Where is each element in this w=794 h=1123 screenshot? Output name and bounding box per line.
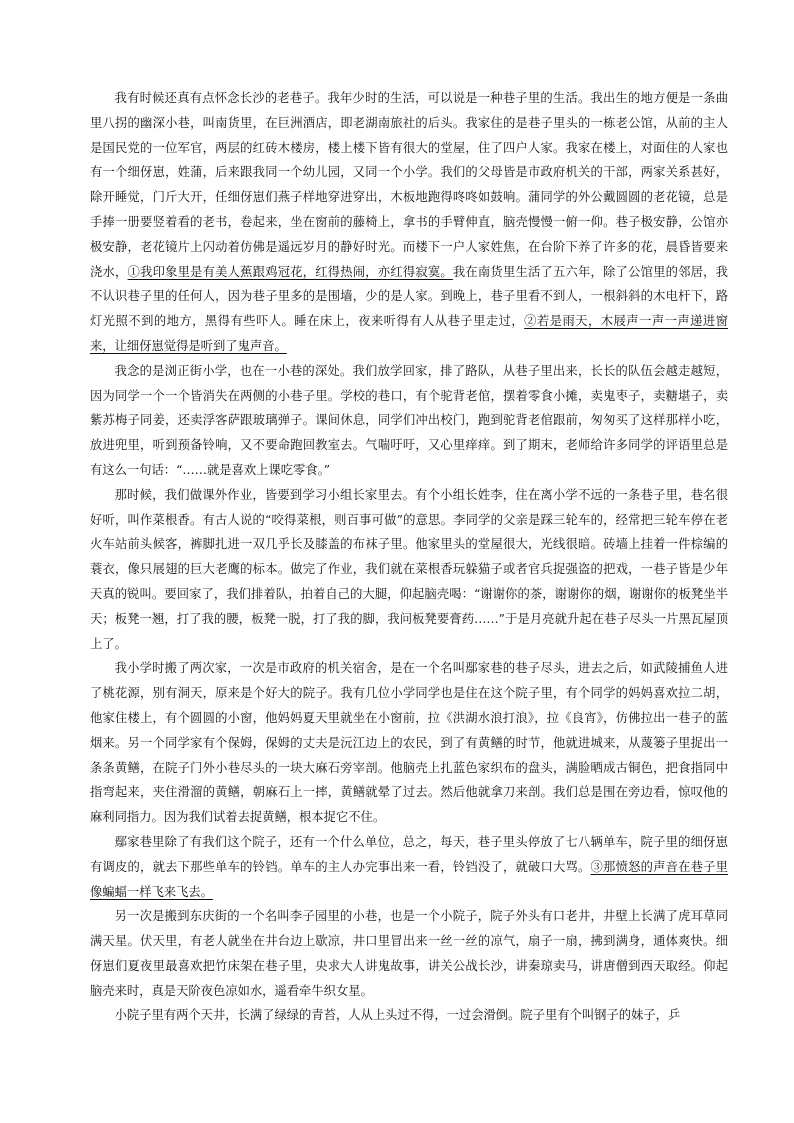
paragraph [90, 904, 728, 1003]
paragraph [90, 483, 728, 657]
text-segment: 我小学时搬了两次家，一次是市政府的机关宿舍，是在一个名叫鄢家巷的巷子尽头，进去之后，如武陵捕鱼人进了桃花源，别有洞天，原来是个好大的院子。我有几位小学同学也是住在这个院子里，有个同学的妈妈喜欢拉二胡，他家住楼上，有个圆圆的小窗，他妈妈夏天里就坐在小窗前，拉《洪湖水浪打浪》，拉《良宵》，仿佛拉出一巷子的蓝烟来。另一个同学家有个保姆，保姆的丈夫是沅江边上的农民，到了有黄鳝的时节，他就进城来，从蔑篓子里捉出一条条黄鳝，在院子门外小巷尽头的一块大麻石旁宰剖。他脑壳上扎蓝色家织布的盘头，满脸晒成古铜色，把食指同中指弯起来，夹住滑溜的黄鳝，朝麻石上一摔，黄鳝就晕了过去。然后他就拿刀来剖。我们总是围在旁边看，惊叹他的麻利同指力。因为我们试着去捉黄鳝，根本捉它不住。 [90, 661, 728, 825]
text-segment: 鄢家巷里除了有我们这个院子，还有一个什么单位，总之，每天，巷子里头停放了七八辆单车，院子里的细伢崽有调皮的，就去下那些单车的铃铛。单车的主人办完事出来一看，铃铛没了，就破口大骂。 [90, 834, 728, 874]
paragraph [90, 86, 728, 359]
text-segment: 小院子里有两个天井，长满了绿绿的青苔，人从上头过不得，一过会滑倒。院子里有个叫钢子的妹子，乒 [114, 1008, 681, 1023]
paragraph [90, 830, 728, 904]
text-segment: 那时候，我们做课外作业，皆要到学习小组长家里去。有个小组长姓李，住在离小学不远的一条巷子里，巷名很好听，叫作菜根香。有古人说的“咬得菜根，则百事可做”的意思。李同学的父亲是踩三轮车的，经常把三轮车停在老火车站前头候客，裤脚扎进一双几乎长及膝盖的布袜子里。他家里头的堂屋很大，光线很暗。砖墙上挂着一件棕编的蓑衣，像只展翅的巨大老鹰的标本。做完了作业，我们就在菜根香玩躲猫子或者官兵捉强盗的把戏，一巷子皆是少年天真的锐叫。要回家了，我们排着队，拍着自己的大腿，仰起脑壳喝：“谢谢你的茶，谢谢你的烟，谢谢你的板凳坐半天；板凳一翘，打了我的腰，板凳一脱，打了我的脚，我问板凳要膏药……”于是月亮就升起在巷子尽头一片黑瓦屋顶上了。 [90, 487, 728, 651]
underlined-sentence: ②若是雨天，木屐声一声一声递进窗来，让细伢崽觉得是听到了鬼声音。 [90, 314, 728, 353]
text-segment: 我在南货里生活了五六年，除了公馆里的邻居，我不认识巷子里的任何人，因为巷子里多的是围墙，少的是人家。到晚上，巷子里看不到人，一根斜斜的木电杆下，路灯光照不到的地方，黑得有些吓人。睡在床上，夜来听得有人从巷子里走过， [90, 264, 728, 329]
paragraph [90, 1003, 728, 1028]
text-segment: 我有时候还真有点怀念长沙的老巷子。我年少时的生活，可以说是一种巷子里的生活。我出生的地方便是一条曲里八拐的幽深小巷，叫南货里，在巨洲酒店，即老湖南旅社的后头。我家住的是巷子里头的一栋老公馆，从前的主人是国民党的一位军官，两层的红砖木楼房，楼上楼下皆有很大的堂屋，住了四户人家。我家在楼上，对面住的人家也有一个细伢崽，姓蒲，后来跟我同一个幼儿园，又同一个小学。我们的父母皆是市政府机关的干部，两家关系甚好，除开睡觉，门斤大开，任细伢崽们燕子样地穿进穿出，木板地跑得咚咚如鼓响。蒲同学的外公戴圆圆的老花镜，总是手捧一册要竖着看的老书，卷起来，坐在窗前的藤椅上，拿书的手臂伸直，脑壳慢慢一俯一仰。巷子极安静，公馆亦极安静，老花镜片上闪动着仿佛是遥远岁月的静好时光。而楼下一户人家姓焦，在台阶下养了许多的花，晨昏皆要来浇水， [90, 91, 728, 279]
text-segment: 另一次是搬到东庆街的一个名叫李子园里的小巷，也是一个小院子，院子外头有口老井，井壁上长满了虎耳草同满天星。伏天里，有老人就坐在井台边上歇凉，井口里冒出来一丝一丝的凉气，扇子一扇，拂到满身，通体爽快。细伢崽们夏夜里最喜欢把竹床架在巷子里，央求大人讲鬼故事，讲关公战长沙，讲秦琼卖马，讲唐僧到西天取经。仰起脑壳来时，真是天阶夜色凉如水，遥看牵牛织女星。 [90, 909, 728, 998]
text-segment: 我念的是浏正街小学，也在一小巷的深处。我们放学回家，排了路队，从巷子里出来，长长的队伍会越走越短，因为同学一个一个皆消失在两侧的小巷子里。学校的巷口，有个驼背老倌，摆着零食小摊，卖鬼枣子，卖糖堪子，卖紫苏梅子同姜，还卖浮客萨跟玻璃弹子。课间休息，同学们冲出校门，跑到驼背老倌跟前，匆匆买了这样那样小吃，放进兜里，听到预备铃响，又不要命跑回教室去。气喘吁吁，又心里痒痒。到了期末，老师给许多同学的评语里总是有这么一句话：“……就是喜欢上课吃零食。” [90, 363, 728, 477]
paragraph [90, 359, 728, 483]
underlined-sentence: ③那愤怒的声音在巷子里像蝙蝠一样飞来飞去。 [90, 859, 728, 899]
article-body [90, 86, 728, 1028]
underlined-sentence: ①我印象里是有美人蕉跟鸡冠花，红得热闹，亦红得寂寞。 [127, 264, 453, 279]
paragraph [90, 656, 728, 830]
